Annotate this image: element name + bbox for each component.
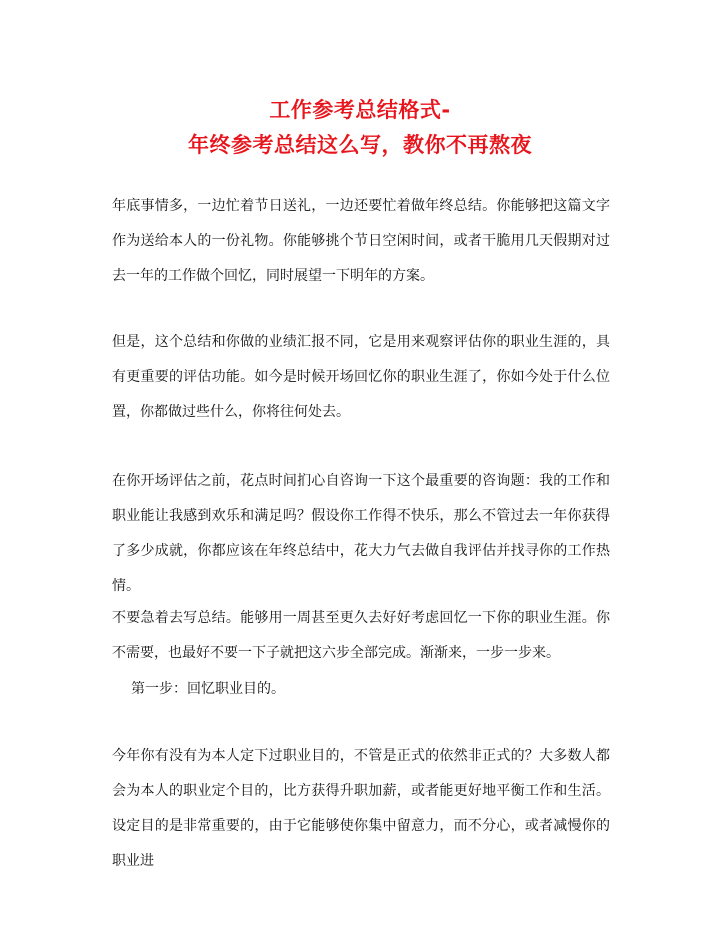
paragraph-4: 不要急着去写总结。能够用一周甚至更久去好好考虑回忆一下你的职业生涯。你不需要，也最好不要一下子就把这六步全部完成。渐渐来，一步一步来。 bbox=[112, 610, 610, 661]
paragraph-3: 在你开场评估之前，花点时间扪心自咨询一下这个最重要的咨询题：我的工作和职业能让我感到欢乐和满足吗？假设你工作得不快乐，那么不管过去一年你获得了多少成就，你都应该在年终总结中，花大力气去做自我评估并找寻你的工作热情。 bbox=[112, 473, 610, 594]
paragraph-5: 今年你有没有为本人定下过职业目的，不管是正式的依然非正式的？大多数人都会为本人的职业定个目的，比方获得升职加薪，或者能更好地平衡工作和生活。设定目的是非常重要的，由于它能够使你集中留意力，而不分心，或者减慢你的职业进 bbox=[112, 748, 610, 869]
paragraph-1: 年底事情多，一边忙着节日送礼，一边还要忙着做年终总结。你能够把这篇文字作为送给本人的一份礼物。你能够挑个节日空闲时间，或者干脆用几天假期对过去一年的工作做个回忆，同时展望一下明年的方案。 bbox=[112, 198, 610, 284]
title-line-1: 工作参考总结格式- bbox=[269, 98, 451, 122]
step-1-heading: 第一步：回忆职业目的。 bbox=[131, 681, 285, 697]
paragraph-2: 但是，这个总结和你做的业绩汇报不同，它是用来观察评估你的职业生涯的，具有更重要的评估功能。如今是时候开场回忆你的职业生涯了，你如今处于什么位置，你都做过些什么，你将往何处去。 bbox=[112, 334, 610, 420]
title-line-2: 年终参考总结这么写，教你不再熬夜 bbox=[188, 133, 532, 157]
